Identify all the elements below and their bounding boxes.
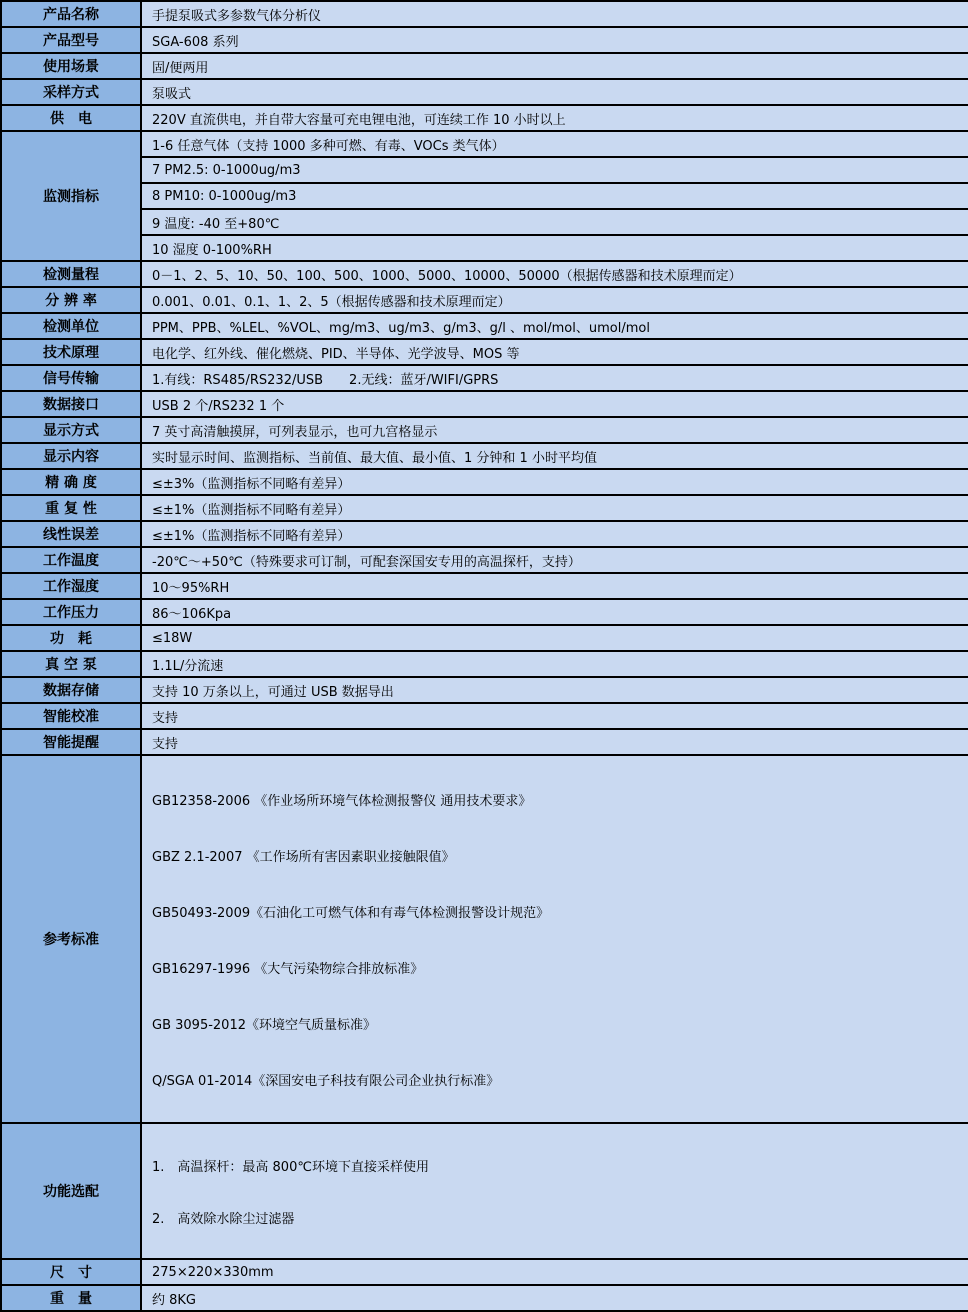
spec-value-line: 1. 高温探杆：最高 800℃环境下直接采样使用 xyxy=(152,1159,429,1175)
spec-label: 数据存储 xyxy=(1,677,141,703)
spec-row xyxy=(1,339,968,365)
spec-row xyxy=(1,417,968,443)
spec-label: 智能提醒 xyxy=(1,729,141,755)
spec-row xyxy=(1,625,968,651)
spec-label: 检测量程 xyxy=(1,261,141,287)
spec-value: 9 温度: -40 至+80℃ xyxy=(141,209,968,235)
spec-row xyxy=(1,495,968,521)
spec-value: 8 PM10: 0-1000ug/m3 xyxy=(141,183,968,209)
spec-row xyxy=(1,53,968,79)
spec-value: ≤±3%（监测指标不同略有差异） xyxy=(141,469,968,495)
spec-value: 86～106Kpa xyxy=(141,599,968,625)
spec-row xyxy=(1,157,968,183)
spec-row xyxy=(1,755,968,1123)
spec-value-line: GBZ 2.1-2007 《工作场所有害因素职业接触限值》 xyxy=(152,849,455,865)
spec-label: 产品型号 xyxy=(1,27,141,53)
spec-label: 智能校准 xyxy=(1,703,141,729)
spec-value: 7 PM2.5: 0-1000ug/m3 xyxy=(141,157,968,183)
spec-value: ≤±1%（监测指标不同略有差异） xyxy=(141,521,968,547)
spec-row xyxy=(1,105,968,131)
spec-label: 供 电 xyxy=(1,105,141,131)
spec-label: 功能选配 xyxy=(1,1123,141,1259)
spec-row xyxy=(1,651,968,677)
spec-row xyxy=(1,1123,968,1259)
spec-value: 泵吸式 xyxy=(141,79,968,105)
spec-label: 工作压力 xyxy=(1,599,141,625)
spec-row xyxy=(1,1285,968,1311)
spec-row xyxy=(1,1259,968,1285)
spec-label: 重 量 xyxy=(1,1285,141,1311)
spec-value xyxy=(141,755,968,1123)
spec-label: 采样方式 xyxy=(1,79,141,105)
spec-value: ≤18W xyxy=(141,625,968,651)
spec-label: 显示方式 xyxy=(1,417,141,443)
spec-value: -20℃～+50℃（特殊要求可订制，可配套深国安专用的高温探杆，支持） xyxy=(141,547,968,573)
spec-row xyxy=(1,365,968,391)
spec-label: 重 复 性 xyxy=(1,495,141,521)
spec-row xyxy=(1,729,968,755)
spec-label: 技术原理 xyxy=(1,339,141,365)
spec-row xyxy=(1,703,968,729)
spec-row xyxy=(1,573,968,599)
spec-row xyxy=(1,183,968,209)
spec-value-line: Q/SGA 01-2014《深国安电子科技有限公司企业执行标准》 xyxy=(152,1073,500,1089)
spec-value-line: GB50493-2009《石油化工可燃气体和有毒气体检测报警设计规范》 xyxy=(152,905,550,921)
spec-value: 10 湿度 0-100%RH xyxy=(141,235,968,261)
spec-row xyxy=(1,443,968,469)
spec-value: 支持 10 万条以上，可通过 USB 数据导出 xyxy=(141,677,968,703)
spec-label: 工作湿度 xyxy=(1,573,141,599)
spec-value: 支持 xyxy=(141,703,968,729)
spec-row xyxy=(1,287,968,313)
spec-value: 支持 xyxy=(141,729,968,755)
spec-row xyxy=(1,599,968,625)
spec-row xyxy=(1,261,968,287)
spec-label: 使用场景 xyxy=(1,53,141,79)
spec-label: 真 空 泵 xyxy=(1,651,141,677)
spec-label: 产品名称 xyxy=(1,1,141,27)
spec-label: 监测指标 xyxy=(1,131,141,261)
spec-value: 电化学、红外线、催化燃烧、PID、半导体、光学波导、MOS 等 xyxy=(141,339,968,365)
spec-label: 分 辨 率 xyxy=(1,287,141,313)
spec-value: 1.有线：RS485/RS232/USB 2.无线：蓝牙/WIFI/GPRS xyxy=(141,365,968,391)
spec-value-line: 2. 高效除水除尘过滤器 xyxy=(152,1211,295,1227)
spec-label: 信号传输 xyxy=(1,365,141,391)
spec-label: 参考标准 xyxy=(1,755,141,1123)
spec-label: 精 确 度 xyxy=(1,469,141,495)
spec-label: 尺 寸 xyxy=(1,1259,141,1285)
spec-value: 1-6 任意气体（支持 1000 多种可燃、有毒、VOCs 类气体） xyxy=(141,131,968,157)
spec-label: 检测单位 xyxy=(1,313,141,339)
spec-row xyxy=(1,209,968,235)
spec-value: 220V 直流供电，并自带大容量可充电锂电池，可连续工作 10 小时以上 xyxy=(141,105,968,131)
spec-row xyxy=(1,521,968,547)
spec-value-line: GB 3095-2012《环境空气质量标准》 xyxy=(152,1017,376,1033)
spec-label: 工作温度 xyxy=(1,547,141,573)
spec-value: 约 8KG xyxy=(141,1285,968,1311)
spec-label: 功 耗 xyxy=(1,625,141,651)
spec-value: 手提泵吸式多参数气体分析仪 xyxy=(141,1,968,27)
spec-value xyxy=(141,1123,968,1259)
spec-value: 275×220×330mm xyxy=(141,1259,968,1285)
spec-row xyxy=(1,313,968,339)
spec-value: 0.001、0.01、0.1、1、2、5（根据传感器和技术原理而定） xyxy=(141,287,968,313)
spec-value: SGA-608 系列 xyxy=(141,27,968,53)
spec-row xyxy=(1,131,968,157)
spec-label: 线性误差 xyxy=(1,521,141,547)
spec-row xyxy=(1,677,968,703)
spec-value-line: GB12358-2006 《作业场所环境气体检测报警仪 通用技术要求》 xyxy=(152,793,532,809)
spec-row xyxy=(1,547,968,573)
spec-row xyxy=(1,79,968,105)
spec-row xyxy=(1,391,968,417)
spec-value: 10～95%RH xyxy=(141,573,968,599)
spec-value: PPM、PPB、%LEL、%VOL、mg/m3、ug/m3、g/m3、g/l 、mol/mol、umol/mol xyxy=(141,313,968,339)
spec-value: ≤±1%（监测指标不同略有差异） xyxy=(141,495,968,521)
spec-row xyxy=(1,1,968,27)
spec-row xyxy=(1,235,968,261)
spec-label: 显示内容 xyxy=(1,443,141,469)
spec-label: 数据接口 xyxy=(1,391,141,417)
spec-row xyxy=(1,27,968,53)
spec-value: 实时显示时间、监测指标、当前值、最大值、最小值、1 分钟和 1 小时平均值 xyxy=(141,443,968,469)
spec-value: 0－1、2、5、10、50、100、500、1000、5000、10000、50000（根据传感器和技术原理而定） xyxy=(141,261,968,287)
spec-value: USB 2 个/RS232 1 个 xyxy=(141,391,968,417)
spec-value: 7 英寸高清触摸屏，可列表显示，也可九宫格显示 xyxy=(141,417,968,443)
spec-value: 固/便两用 xyxy=(141,53,968,79)
spec-value-line: GB16297-1996 《大气污染物综合排放标准》 xyxy=(152,961,424,977)
spec-value: 1.1L/分流速 xyxy=(141,651,968,677)
spec-row xyxy=(1,469,968,495)
